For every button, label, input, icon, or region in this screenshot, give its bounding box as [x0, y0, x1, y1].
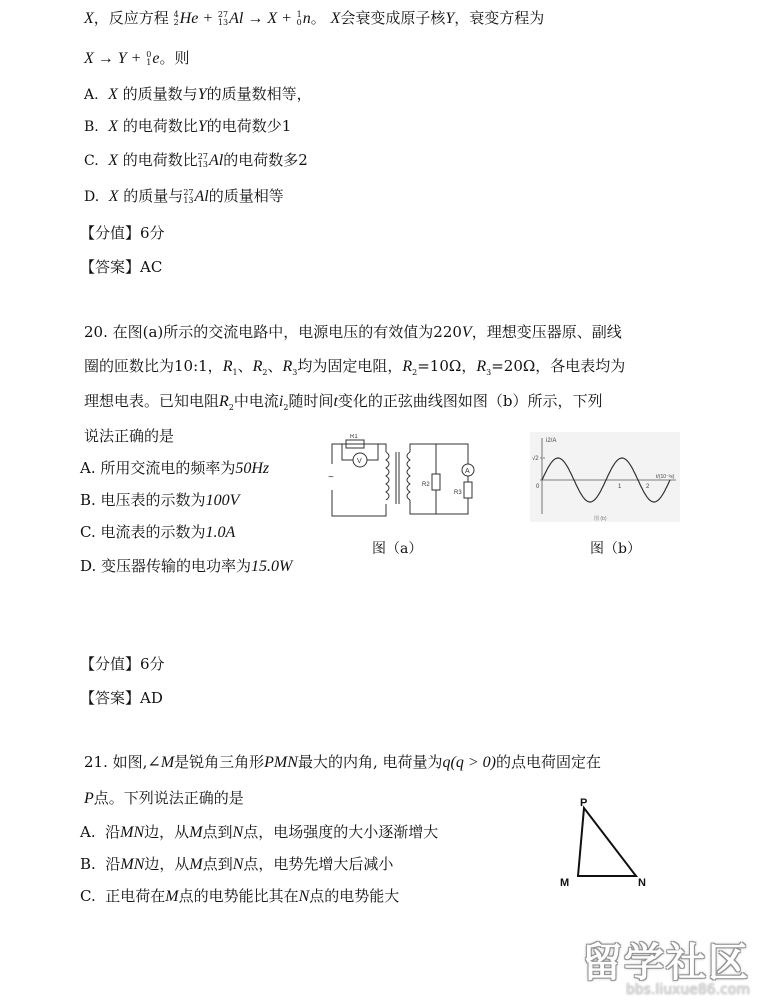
circuit-r2-label: R2 — [422, 482, 430, 488]
figure-a-caption: 图（a） — [372, 541, 423, 557]
sine-tick-2: 2 — [646, 484, 650, 490]
q20-option-c: C. 电流表的示数为1.0A — [80, 523, 236, 541]
q19-line1: X，反应方程 4 2 He + 27 13 Al → X + 1 0 n。 X会衰变成原子核Y，衰变方程为 — [84, 9, 545, 27]
q19-option-d: D. X 的质量与 27 13 Al的质量相等 — [84, 187, 284, 205]
q19-line2: X → Y + 0 1 e。则 — [84, 49, 190, 67]
figure-b-caption: 图（b） — [590, 541, 641, 557]
q20-line2: 圈的匝数比为10:1，$R_1$、$R_2$、$R_3$均为固定电阻，$R_2=10\Omega$，$R_3=20\Omega$，各电表均为 — [84, 357, 626, 377]
q21-line2: P点。下列说法正确的是 — [84, 789, 244, 807]
q20-line4: 说法正确的是 — [84, 427, 175, 445]
q20-option-a: A. 所用交流电的频率为50Hz — [80, 459, 270, 477]
triangle-diagram — [554, 796, 654, 892]
sine-graph — [530, 432, 680, 522]
triangle-label-n: N — [638, 877, 646, 889]
q20-answer: 【答案】AD — [80, 689, 163, 707]
sine-amp-label: √2 — [532, 456, 539, 462]
q19-x: X — [84, 10, 94, 27]
q19-option-b: B. X 的电荷数比Y的电荷数少1 — [84, 117, 292, 135]
circuit-a-label: A — [465, 468, 470, 475]
sine-bottom-label: 图 (b) — [594, 516, 607, 522]
triangle-label-p: P — [580, 797, 588, 809]
sine-yaxis-label: i2/A — [546, 438, 557, 444]
q20-option-d: D. 变压器传输的电功率为15.0W — [80, 557, 293, 575]
circuit-diagram — [326, 434, 496, 524]
watermark-logo — [582, 931, 750, 998]
q19-score: 【分值】6分 — [80, 224, 165, 242]
circuit-r3-label: R3 — [454, 490, 462, 496]
q20-line1: 20. 在图(a)所示的交流电路中，电源电压的有效值为220V，理想变压器原、副线 — [84, 323, 622, 341]
q19-option-c: C. X 的电荷数比 27 13 Al的电荷数多2 — [84, 151, 308, 169]
q20-option-b: B. 电压表的示数为100V — [80, 491, 240, 509]
sine-origin-label: 0 — [536, 484, 540, 490]
circuit-v-label: V — [357, 458, 362, 465]
q20-score: 【分值】6分 — [80, 655, 165, 673]
q21-option-b: B. 沿MN边，从M点到N点，电势先增大后减小 — [80, 855, 394, 873]
q20-line3: 理想电表。已知电阻$R_2$中电流$i_2$随时间t变化的正弦曲线图如图（b）所示，下列 — [84, 392, 603, 412]
triangle-label-m: M — [560, 877, 570, 889]
sine-tick-1: 1 — [618, 484, 622, 490]
sine-xaxis-label: t/(10⁻²s) — [656, 474, 675, 480]
circuit-source-label: ~ — [328, 472, 334, 483]
circuit-r1-label: R1 — [350, 434, 358, 440]
q21-option-a: A. 沿MN边，从M点到N点，电场强度的大小逐渐增大 — [80, 823, 439, 841]
watermark-url: bbs.liuxue86.com — [625, 982, 750, 998]
q21-line1: 21. 如图,∠M是锐角三角形PMN最大的内角, 电荷量为q(q > 0)的点电荷固定在 — [84, 753, 601, 771]
watermark-main-text: 留学社区 — [582, 940, 750, 986]
q19-option-a: A. X 的质量数与Y的质量数相等， — [84, 85, 312, 103]
q21-option-c: C. 正电荷在M点的电势能比其在N点的电势能大 — [80, 887, 400, 905]
q19-answer: 【答案】AC — [80, 258, 163, 276]
